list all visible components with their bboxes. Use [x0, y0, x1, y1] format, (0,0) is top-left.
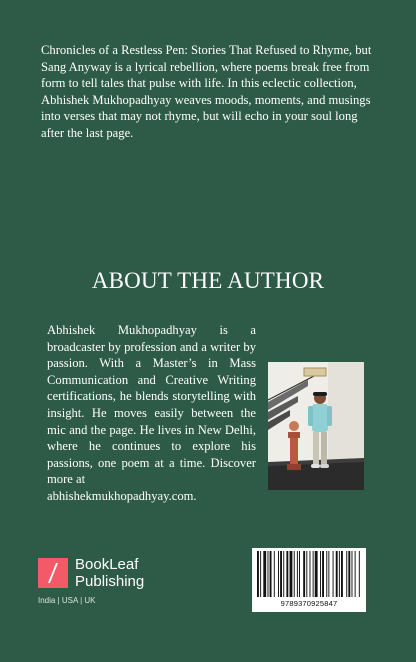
- publisher-name-line2: Publishing: [75, 573, 145, 590]
- back-cover-blurb: Chronicles of a Restless Pen: Stories That Refused to Rhyme, but Sang Anyway is a lyrical rebellion, where poems break free from form to tell tales that pulse with life. In this eclectic collection, Abhishek Mukhopadhyay weaves moods, moments, and musings into verses that may not rhyme, but will echo in your soul long after the last page.: [41, 43, 372, 140]
- isbn-barcode: [252, 548, 366, 612]
- barcode-bars: [257, 551, 361, 597]
- publisher-regions: India | USA | UK: [38, 596, 96, 605]
- author-website: abhishekmukhopadhyay.com.: [47, 488, 197, 503]
- isbn-number: 9789370925847: [280, 599, 338, 608]
- author-photo-illustration: [268, 362, 364, 490]
- author-bio: [47, 322, 256, 505]
- about-author-heading: ABOUT THE AUTHOR: [91, 268, 325, 293]
- author-photo: [268, 362, 364, 490]
- publisher-block: [38, 558, 198, 608]
- slash-logo-icon: [38, 558, 68, 588]
- publisher-name-line1: BookLeaf: [75, 556, 139, 573]
- author-bio-text: Abhishek Mukhopadhyay is a broadcaster by profession and a writer by passion. With a Master’s in Mass Communication and Creative Writing certifications, he blends storytelling with insight. He moves easily between the mic and the page. He lives in New Delhi, where he continues to explore his passions, one poem at a time. Discover more at: [47, 323, 256, 487]
- publisher-name: [75, 556, 144, 590]
